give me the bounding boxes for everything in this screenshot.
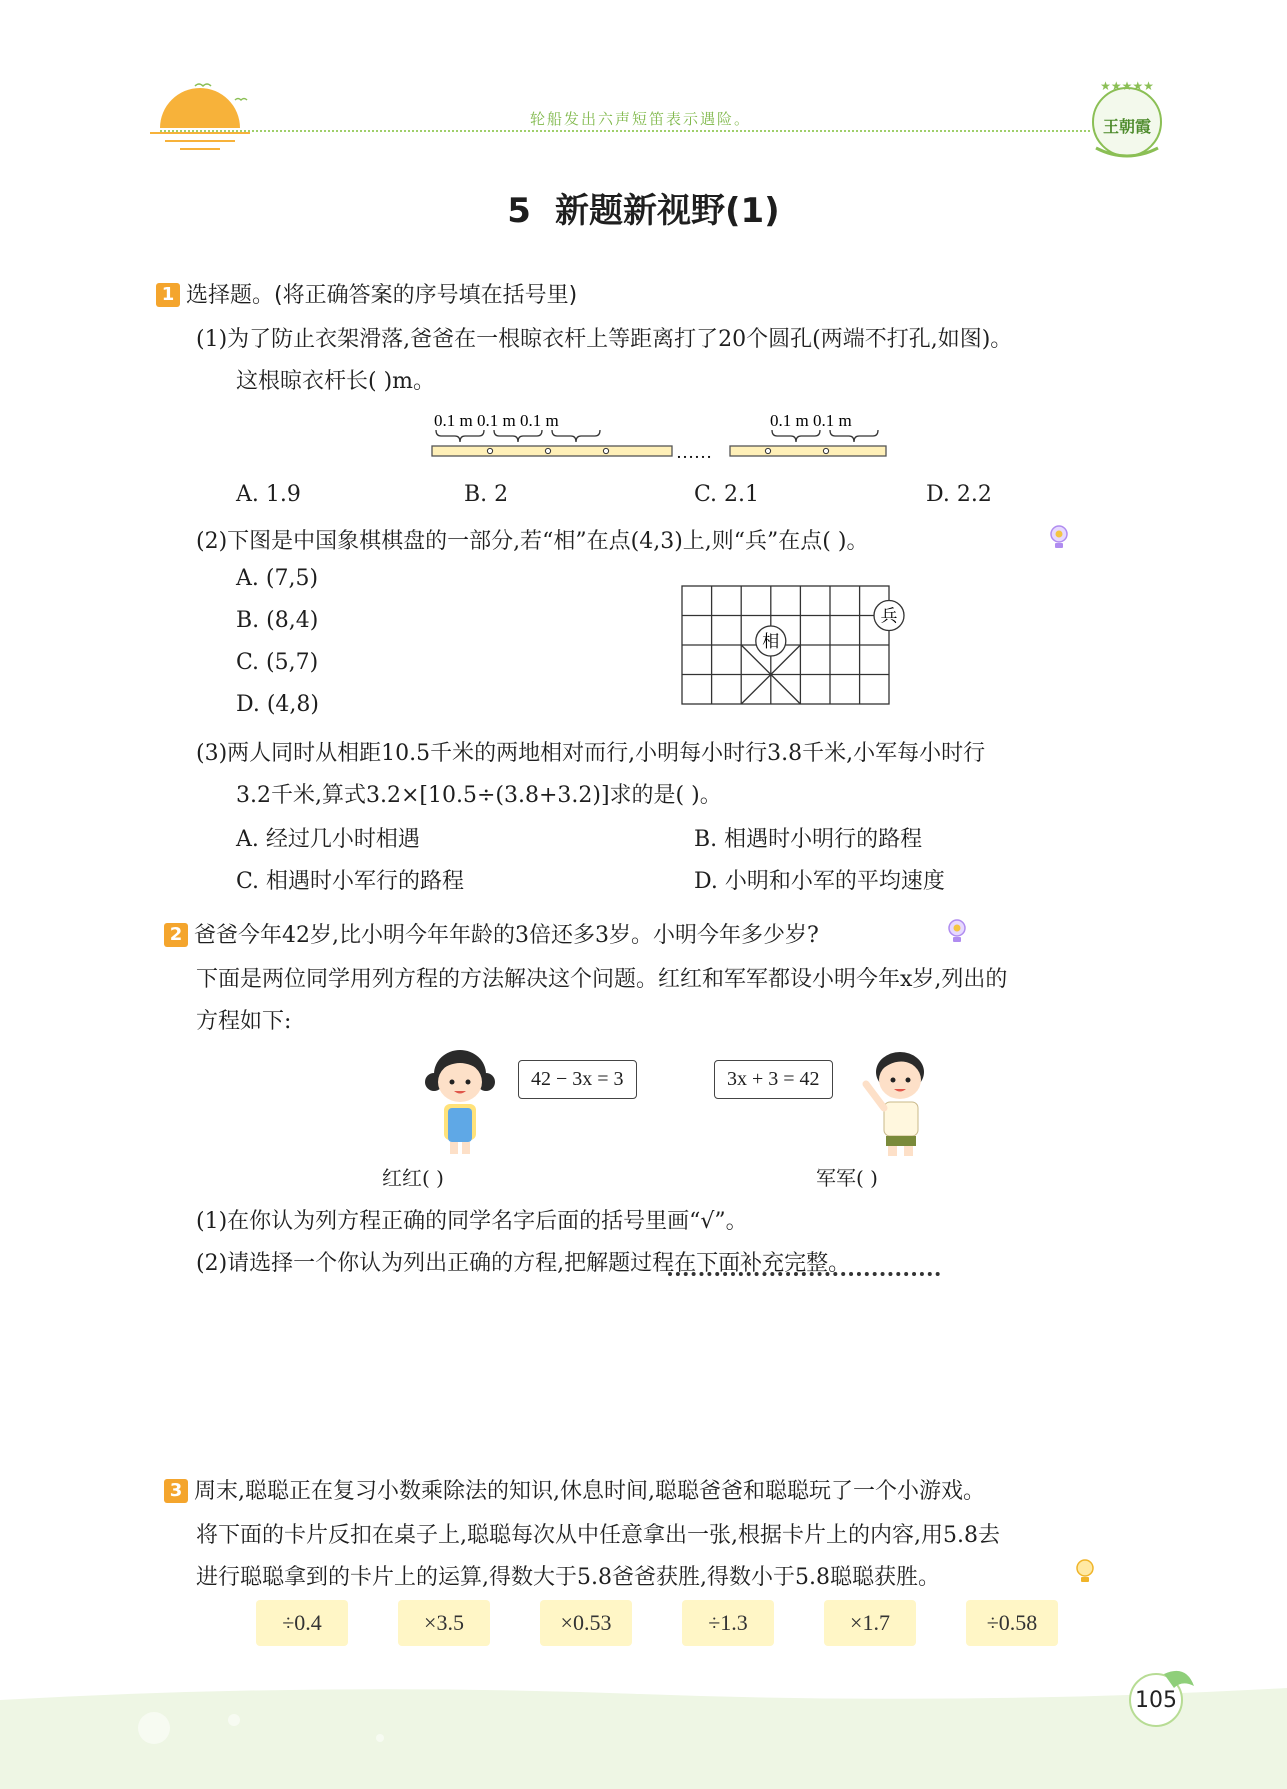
equation-honghong: 42 − 3x = 3 (518, 1060, 637, 1099)
q3-line2: 将下面的卡片反扣在桌子上,聪聪每次从中任意拿出一张,根据卡片上的内容,用5.8去 (196, 1523, 1000, 1548)
q1-heading-text: 选择题。(将正确答案的序号填在括号里) (186, 283, 578, 308)
q1-p3-line1: (3)两人同时从相距10.5千米的两地相对而行,小明每小时行3.8千米,小军每小时行 (196, 741, 986, 766)
piece-xiang-label: 相 (762, 632, 780, 652)
label-junjun: 军军( ) (816, 1166, 878, 1190)
operation-card: ×0.53 (540, 1600, 632, 1646)
equation-junjun: 3x + 3 = 42 (714, 1060, 833, 1099)
piece-bing (874, 601, 904, 631)
q2-line1-text: 爸爸今年42岁,比小明今年年龄的3倍还多3岁。小明今年多少岁? (194, 923, 819, 948)
operation-card: ÷0.58 (966, 1600, 1058, 1646)
lesson-number: 5 (507, 191, 531, 231)
operation-card: ×1.7 (824, 1600, 916, 1646)
q2-sub2: (2)请选择一个你认为列出正确的方程,把解题过程在下面补充完整。 (196, 1251, 851, 1276)
q1-p1-option-b: B. 2 (464, 482, 509, 507)
header-divider (160, 130, 1090, 132)
operation-card: ÷0.4 (256, 1600, 348, 1646)
q1-p1-option-c: C. 2.1 (694, 482, 760, 507)
piece-bing-label: 兵 (880, 606, 898, 627)
q1-p3-option-c: C. 相遇时小军行的路程 (236, 869, 465, 894)
q1-heading (156, 278, 577, 309)
rod-label-right: 0.1 m 0.1 m (770, 411, 852, 430)
q1-number-badge: 1 (156, 283, 180, 307)
q2-line2: 下面是两位同学用列方程的方法解决这个问题。红红和军军都设小明今年x岁,列出的 (196, 967, 1008, 992)
q1-p1-line1: (1)为了防止衣架滑落,爸爸在一根晾衣杆上等距离打了20个圆孔(两端不打孔,如图)。 (196, 327, 1013, 352)
q1-p1-option-d: D. 2.2 (926, 482, 992, 507)
chess-board (680, 584, 930, 710)
q1-p2-option-d: D. (4,8) (236, 692, 319, 717)
q1-p3-option-a: A. 经过几小时相遇 (236, 827, 420, 852)
q1-p2-option-b: B. (8,4) (236, 608, 319, 633)
lightbulb-icon (1074, 1558, 1096, 1584)
operation-card: ÷1.3 (682, 1600, 774, 1646)
svg-text:★★★★★: ★★★★★ (1100, 79, 1154, 93)
operation-card: ×3.5 (398, 1600, 490, 1646)
hint-bulb-icon (1048, 524, 1070, 550)
rod-ellipsis: …… (676, 442, 712, 462)
q2-line1 (164, 918, 819, 949)
q3-line1 (164, 1474, 985, 1505)
sunset-icon (150, 78, 260, 158)
piece-xiang (756, 626, 786, 656)
q1-p3-option-b: B. 相遇时小明行的路程 (694, 827, 923, 852)
hint-bulb-icon (946, 918, 968, 944)
footer-background (0, 1680, 1287, 1789)
q1-p2-option-a: A. (7,5) (236, 566, 319, 591)
q2-line3: 方程如下: (196, 1009, 292, 1034)
label-honghong: 红红( ) (382, 1166, 444, 1190)
q2-sub1: (1)在你认为列方程正确的同学名字后面的括号里画“√”。 (196, 1209, 748, 1234)
rod-figure (428, 408, 890, 466)
q1-p2-line1: (2)下图是中国象棋棋盘的一部分,若“相”在点(4,3)上,则“兵”在点( )。 (196, 529, 869, 554)
q2-number-badge: 2 (164, 923, 188, 947)
page-title (0, 183, 1287, 232)
lesson-title: 新题新视野(1) (554, 191, 780, 231)
boy-illustration (858, 1044, 934, 1156)
logo-text: 王朝霞 (1102, 117, 1151, 136)
emphasis-dots (668, 1272, 940, 1276)
header-motto: 轮船发出六声短笛表示遇险。 (530, 110, 752, 128)
q1-p2-option-c: C. (5,7) (236, 650, 319, 675)
q1-p3-option-d: D. 小明和小军的平均速度 (694, 869, 945, 894)
girl-illustration (424, 1044, 496, 1156)
rod-label-left: 0.1 m 0.1 m 0.1 m (434, 411, 559, 430)
q3-line1-text: 周末,聪聪正在复习小数乘除法的知识,休息时间,聪聪爸爸和聪聪玩了一个小游戏。 (194, 1479, 985, 1504)
q3-number-badge: 3 (164, 1479, 188, 1503)
q1-p1-line2: 这根晾衣杆长( )m。 (236, 369, 436, 394)
q1-p3-line2: 3.2千米,算式3.2×[10.5÷(3.8+3.2)]求的是( )。 (236, 783, 722, 808)
q1-p1-option-a: A. 1.9 (236, 482, 301, 507)
publisher-logo (1088, 78, 1166, 164)
q3-line3: 进行聪聪拿到的卡片上的运算,得数大于5.8爸爸获胜,得数小于5.8聪聪获胜。 (196, 1565, 940, 1590)
page-number: 105 (1135, 1688, 1177, 1713)
